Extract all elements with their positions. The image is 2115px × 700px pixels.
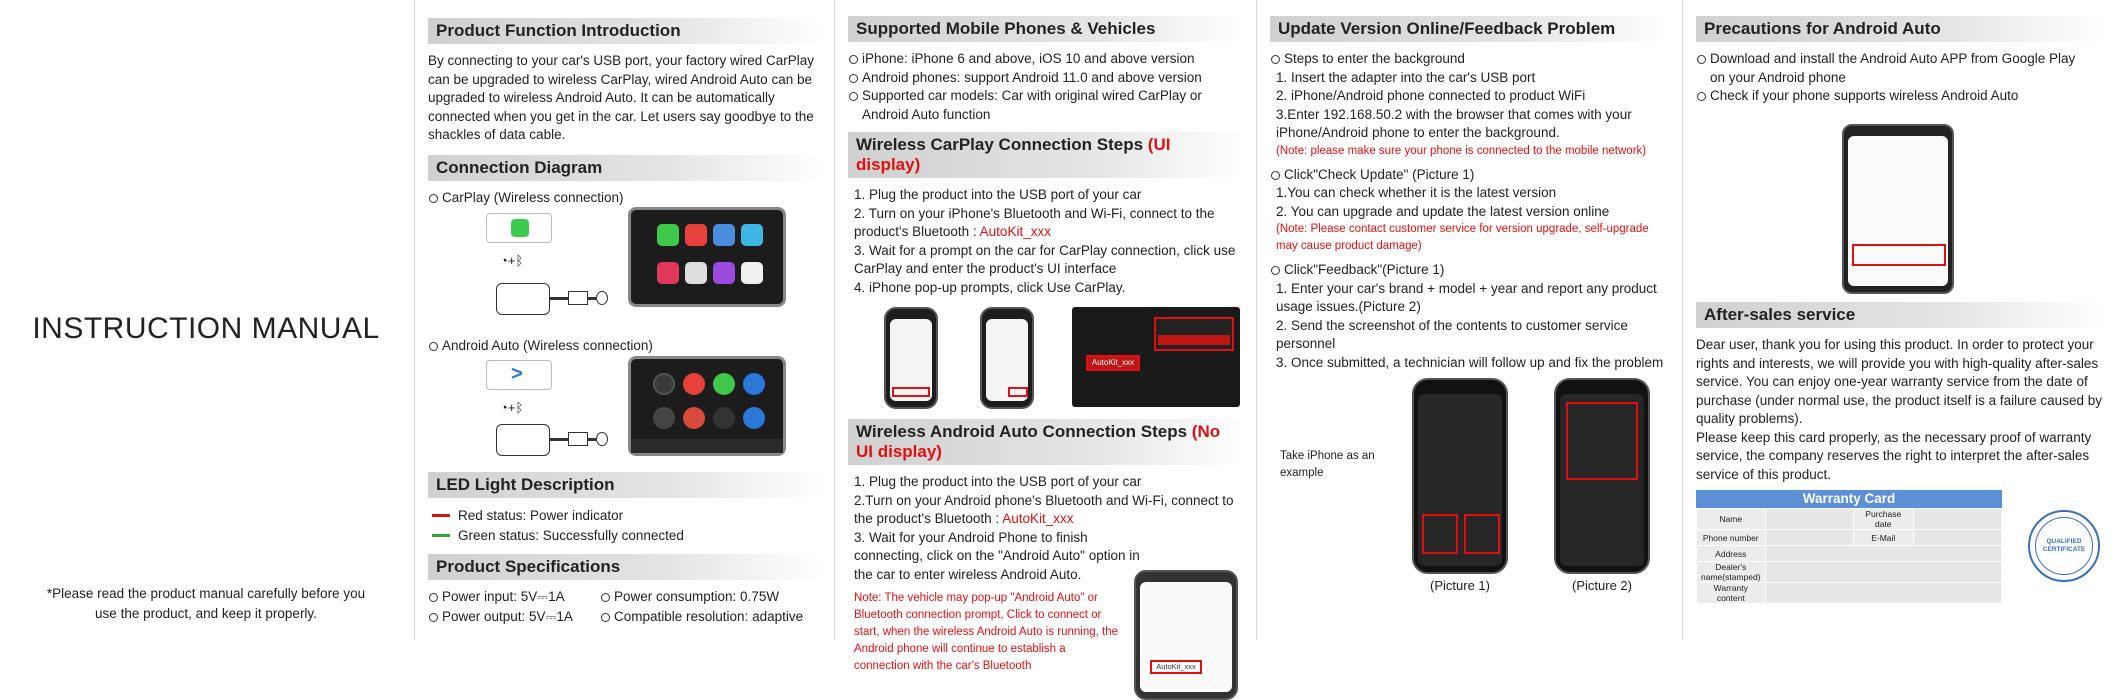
section-title-carplay-steps: Wireless CarPlay Connection Steps (UI display)	[848, 132, 1244, 178]
cp-step-2: 2. Turn on your iPhone's Bluetooth and Wi-Fi, connect to the product's Bluetooth : AutoKit_xxx	[854, 205, 1215, 239]
wifi-bluetooth-icon-2: ◔+ᛒ	[500, 399, 524, 415]
section-title-led: LED Light Description	[428, 472, 823, 498]
example-text: Take iPhone as an example	[1280, 450, 1375, 479]
bg-step-1: 1. Insert the adapter into the car's USB port	[1276, 69, 1536, 85]
feedback-2: 2. Send the screenshot of the contents to customer service personnel	[1276, 317, 1628, 351]
phone-android-icon	[486, 360, 552, 390]
manual-title: INSTRUCTION MANUAL	[32, 312, 380, 345]
w-content-value	[1765, 583, 2001, 604]
section-title-specs: Product Specifications	[428, 554, 823, 580]
aa-note: Note: The vehicle may pop-up "Android Auto" or Bluetooth connection prompt, Click to connect or start, when the wireless Android Auto is running, the Android phone will continue to establish a connection with the car's Bluetooth	[854, 592, 1119, 672]
panel-precautions-aftersales	[1686, 0, 2115, 640]
feedback-screenshots	[1270, 372, 1670, 602]
section-title-diagram: Connection Diagram	[428, 155, 823, 181]
adapter-device	[496, 283, 550, 315]
spec-grid	[428, 588, 823, 627]
spec-consumption: Power consumption: 0.75W	[600, 588, 823, 607]
iphone-screenshot-1	[884, 307, 938, 409]
w-dealer-value	[1765, 562, 2001, 583]
car-screen-android	[628, 356, 786, 456]
warranty-card	[1696, 490, 2002, 604]
check-update-2: 2. You can upgrade and update the latest version online	[1276, 203, 1610, 219]
phone-carplay-icon	[486, 213, 552, 243]
warranty-table	[1696, 508, 2002, 604]
cover-note	[0, 584, 412, 624]
w-dealer-label: Dealer's name(stamped)	[1697, 562, 1766, 583]
w-purchase-label: Purchase date	[1853, 509, 1913, 530]
cover-note-line2: use the product, and keep it properly.	[95, 606, 317, 621]
android-diagram	[428, 356, 823, 468]
divider	[1256, 0, 1257, 640]
panel-connection-steps	[838, 0, 1254, 672]
after-sales	[1696, 302, 2105, 604]
w-email-label: E-Mail	[1853, 530, 1913, 546]
picture-2-phone	[1554, 378, 1650, 574]
check-update-head: Click"Check Update" (Picture 1)	[1270, 166, 1670, 185]
wifi-bluetooth-icon: ◔+ᛒ	[500, 253, 524, 268]
led-green-text: Green status: Successfully connected	[458, 527, 684, 543]
w-email-value	[1913, 530, 2001, 546]
seal-text: QUALIFIED CERTIFICATE	[2042, 538, 2086, 553]
function-text: By connecting to your car's USB port, your factory wired CarPlay can be upgraded to wireless CarPlay, wired Android Auto can be upgraded to wireless Android Auto. It can be automatically connected when you get in the car. Let users say goodbye to the shackles of data cable.	[428, 53, 814, 142]
divider	[414, 0, 415, 640]
feedback-head: Click"Feedback"(Picture 1)	[1270, 261, 1670, 280]
feedback-1: 1. Enter your car's brand + model + year and report any product usage issues.(Picture 2)	[1276, 280, 1657, 314]
panel-product-intro	[418, 0, 833, 640]
cp-step-4: 4. iPhone pop-up prompts, click Use CarPlay.	[854, 279, 1126, 295]
carplay-app-icon	[511, 219, 529, 237]
panel-update-feedback	[1260, 0, 1680, 640]
divider	[1682, 0, 1683, 640]
led-red-row	[428, 506, 823, 526]
car-screen-carplay	[628, 207, 786, 307]
section-title-update: Update Version Online/Feedback Problem	[1270, 16, 1670, 42]
usb-port-2	[596, 432, 608, 446]
car-carplay-screenshot	[1072, 307, 1240, 407]
w-content-label: Warranty content	[1697, 583, 1766, 604]
aa-step-1: 1. Plug the product into the USB port of your car	[854, 474, 1142, 489]
spec-input: Power input: 5V⎓1A	[428, 588, 600, 607]
spec-output: Power output: 5V⎓1A	[428, 608, 600, 627]
supported-cars: Supported car models: Car with original wired CarPlay or Android Auto function	[848, 87, 1244, 124]
carplay-screenshots	[848, 303, 1244, 415]
carplay-label: CarPlay (Wireless connection)	[428, 189, 823, 208]
check-update-note: (Note: Please contact customer service for version upgrade, self-upgrade may cause product damage)	[1276, 223, 1649, 252]
w-name-label: Name	[1697, 509, 1766, 530]
bg-step-2: 2. iPhone/Android phone connected to product WiFi	[1276, 88, 1586, 103]
iphone-screenshot-2	[980, 307, 1034, 409]
cover-note-line1: *Please read the product manual carefully before you	[46, 586, 366, 601]
cp-step-3: 3. Wait for a prompt on the car for CarPlay connection, click use CarPlay and enter the product's UI interface	[854, 242, 1236, 276]
divider	[834, 0, 835, 640]
android-phone-screenshot	[1134, 570, 1238, 700]
picture-1-phone	[1412, 378, 1508, 574]
supported-android: Android phones: support Android 11.0 and above version	[848, 69, 1244, 88]
spec-resolution: Compatible resolution: adaptive	[600, 608, 823, 627]
section-title-precautions: Precautions for Android Auto	[1696, 16, 2105, 42]
aa-step-3: 3. Wait for your Android Phone to finish connecting, click on the "Android Auto" option in the car to enter wireless Android Auto.	[854, 529, 1140, 582]
android-label: Android Auto (Wireless connection)	[428, 337, 823, 356]
carplay-diagram	[428, 207, 823, 335]
check-update-1: 1.You can check whether it is the latest version	[1276, 185, 1557, 200]
phone-bt-box: AutoKit_xxx	[1150, 660, 1202, 674]
w-address-value	[1765, 546, 2001, 562]
w-purchase-value	[1913, 509, 2001, 530]
aa-step-2: 2.Turn on your Android phone's Bluetooth and Wi-Fi, connect to the product's Bluetooth : AutoKit_xxx	[854, 492, 1234, 526]
w-address-label: Address	[1697, 546, 1766, 562]
after-sales-text-1: Dear user, thank you for using this product. In order to protect your rights and interests, we will provide you with high-quality after-sales service. You can enjoy one-year warranty service from the date of purchase (under normal use, the product itself is a failure caused by quality problems).	[1696, 337, 2102, 426]
section-title-supported: Supported Mobile Phones & Vehicles	[848, 16, 1244, 42]
warranty-title: Warranty Card	[1696, 490, 2002, 508]
led-green-swatch	[432, 534, 450, 537]
w-phone-label: Phone number	[1697, 530, 1766, 546]
bluetooth-icon: ᛒ	[515, 253, 524, 268]
usb-port	[596, 291, 608, 305]
bg-head: Steps to enter the background	[1270, 50, 1670, 69]
android-auto-icon: >	[511, 362, 523, 385]
section-title-after-sales: After-sales service	[1696, 302, 2105, 328]
cover-panel	[0, 0, 412, 640]
bg-note: (Note: please make sure your phone is connected to the mobile network)	[1276, 144, 1647, 157]
led-green-row	[428, 526, 823, 546]
android-auto-settings-phone	[1842, 124, 1954, 294]
after-sales-text-2: Please keep this card properly, as the necessary proof of warranty service, the company reserves the right to interpret the after-sales service of this product.	[1696, 429, 2092, 482]
usb-plug-2	[568, 432, 588, 446]
qualified-seal	[2028, 510, 2100, 582]
aa-bottom	[848, 590, 1244, 675]
wifi-icon: ◔	[500, 253, 508, 268]
picture-2-caption: (Picture 2)	[1572, 578, 1632, 593]
picture-1-caption: (Picture 1)	[1430, 578, 1490, 593]
section-title-function: Product Function Introduction	[428, 18, 823, 44]
feedback-3: 3. Once submitted, a technician will follow up and fix the problem	[1276, 354, 1664, 370]
supported-iphone: iPhone: iPhone 6 and above, iOS 10 and above version	[848, 50, 1244, 69]
usb-plug	[568, 291, 588, 305]
bg-step-3: 3.Enter 192.168.50.2 with the browser that comes with your iPhone/Android phone to enter the background.	[1276, 106, 1632, 140]
precaution-1: Download and install the Android Auto APP from Google Play on your Android phone	[1696, 50, 2086, 87]
adapter-device-2	[496, 424, 550, 456]
wifi-icon: ◔	[500, 399, 508, 415]
cp-step-1: 1. Plug the product into the USB port of your car	[854, 187, 1142, 202]
w-phone-value	[1765, 530, 1853, 546]
bluetooth-icon: ᛒ	[515, 399, 524, 415]
led-red-text: Red status: Power indicator	[458, 507, 624, 523]
autokit-button: AutoKit_xxx	[1086, 355, 1140, 371]
precaution-2: Check if your phone supports wireless Android Auto	[1696, 87, 2105, 106]
w-name-value	[1765, 509, 1853, 530]
section-title-android-steps: Wireless Android Auto Connection Steps (No UI display)	[848, 419, 1244, 465]
led-red-swatch	[432, 514, 450, 517]
